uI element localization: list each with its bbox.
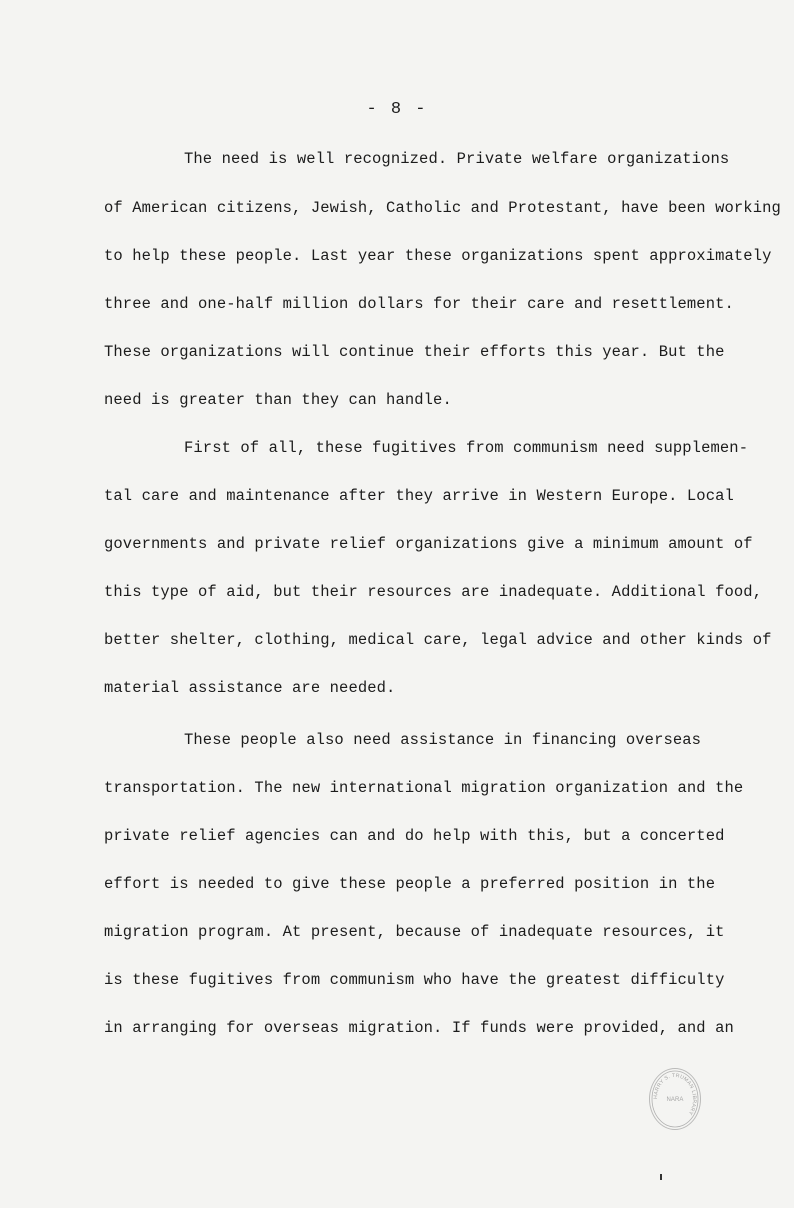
paragraph-1-line-6: need is greater than they can handle. [104,391,452,409]
paragraph-3-line-1: These people also need assistance in financing overseas [184,731,702,749]
paragraph-2-line-2: tal care and maintenance after they arrive in Western Europe. Local [104,487,734,505]
stamp-ring-text: HARRY S. TRUMAN LIBRARY [652,1072,698,1117]
paragraph-3-line-3: private relief agencies can and do help with this, but a concerted [104,827,725,845]
stamp-center-text: NARA [666,1097,684,1103]
paragraph-3-line-5: migration program. At present, because of inadequate resources, it [104,923,725,941]
paragraph-3-line-6: is these fugitives from communism who have the greatest difficulty [104,971,725,989]
paragraph-2-line-5: better shelter, clothing, medical care, legal advice and other kinds of [104,631,772,649]
page-number: - 8 - [366,100,428,119]
paragraph-2-line-4: this type of aid, but their resources are inadequate. Additional food, [104,583,763,601]
paragraph-3-line-7: in arranging for overseas migration. If funds were provided, and an [104,1019,734,1037]
ink-speck [660,1174,662,1180]
library-stamp [649,1068,701,1130]
paragraph-3-line-2: transportation. The new international migration organization and the [104,779,744,797]
paragraph-2-line-3: governments and private relief organizations give a minimum amount of [104,535,753,553]
paragraph-1-line-5: These organizations will continue their efforts this year. But the [104,343,725,361]
library-seal-icon [650,1069,700,1129]
paragraph-1-line-1: The need is well recognized. Private welfare organizations [184,150,730,168]
svg-text:HARRY S. TRUMAN LIBRARY [653,1073,697,1116]
paragraph-1-line-2: of American citizens, Jewish, Catholic and Protestant, have been working [104,199,781,217]
paragraph-2-line-6: material assistance are needed. [104,679,396,697]
paragraph-3-line-4: effort is needed to give these people a preferred position in the [104,875,716,893]
paragraph-2-line-1: First of all, these fugitives from communism need supplemen- [184,439,749,457]
paragraph-1-line-3: to help these people. Last year these organizations spent approximately [104,247,772,265]
paragraph-1-line-4: three and one-half million dollars for their care and resettlement. [104,295,734,313]
